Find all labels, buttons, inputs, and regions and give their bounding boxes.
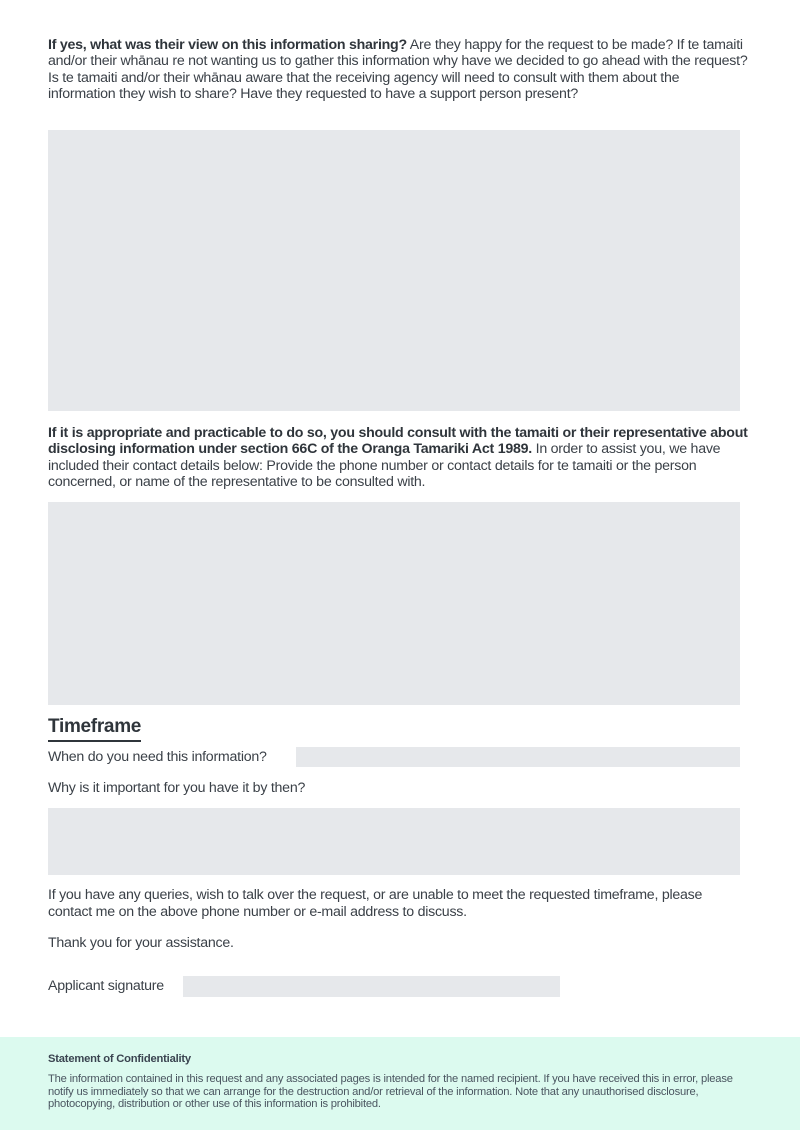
views-answer-textarea[interactable] [48, 130, 740, 411]
signature-input[interactable] [183, 976, 560, 997]
confidentiality-text: The information contained in this request and any associated pages is intended for the named recipient. If you have received this in error, please notify us immediately so that we can arrange for the destruction and/or retrieval of the information. Note that any unauthorised disclosure, photocopying, distribution or other use of this information is prohibited. [48, 1073, 733, 1111]
views-question [48, 37, 748, 103]
when-needed-label: When do you need this information? [48, 749, 267, 765]
queries-text: If you have any queries, wish to talk over the request, or are unable to meet the requested timeframe, please contact me on the above phone number or e-mail address to discuss. [48, 887, 703, 920]
views-question-bold: If yes, what was their view on this information sharing? [48, 37, 407, 53]
confidentiality-footer [0, 1037, 800, 1130]
when-needed-input[interactable] [296, 747, 740, 767]
why-important-textarea[interactable] [48, 808, 740, 875]
confidentiality-title: Statement of Confidentiality [48, 1053, 191, 1065]
views-question-text: Are they happy for the request to be made? If te tamaiti and/or their whānau re not wanting us to gather this information why have we decided to go ahead with the request? Is te tamaiti and/or their whānau aware that the receiving agency will need to consult with them about the information they wish to share? Have they requested to have a support person present? [48, 37, 748, 103]
consult-question-bold: If it is appropriate and practicable to do so, you should consult with the tamaiti or their representative about disclosing information under section 66C of the Oranga Tamariki Act 1989. [48, 425, 748, 458]
why-important-label: Why is it important for you have it by then? [48, 780, 306, 796]
consult-contact-textarea[interactable] [48, 502, 740, 705]
thanks-text: Thank you for your assistance. [48, 935, 234, 951]
consult-question [48, 425, 748, 491]
signature-label: Applicant signature [48, 978, 164, 994]
timeframe-heading: Timeframe [48, 716, 141, 742]
consult-question-text: In order to assist you, we have included their contact details below: Provide the phone number or contact details for te tamaiti or the person concerned, or name of the representative to be consulted with. [48, 441, 721, 491]
